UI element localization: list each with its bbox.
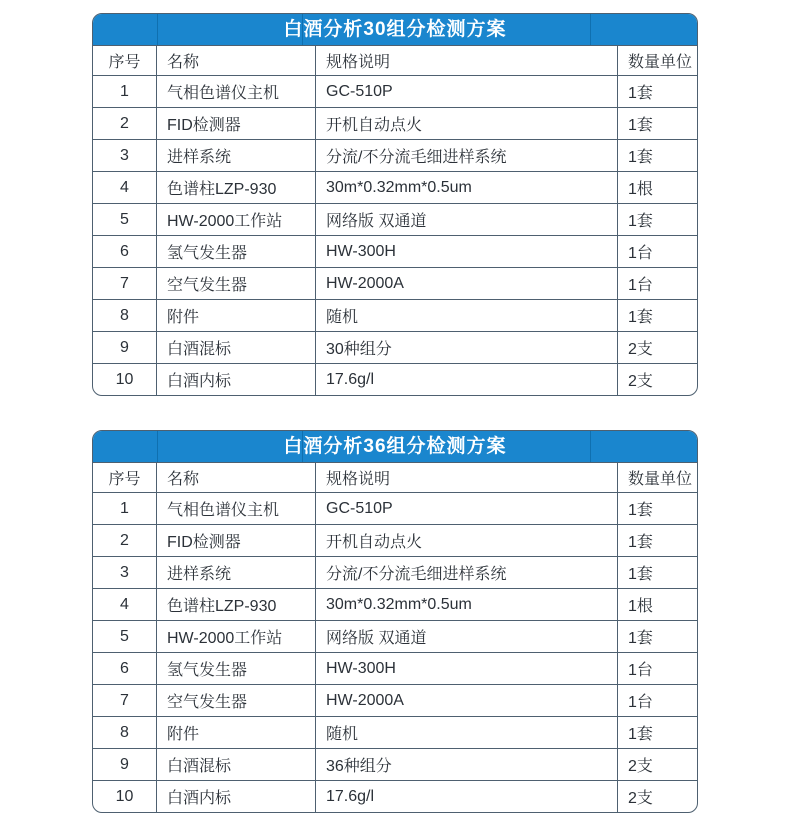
table-cell: 1套 [618,557,699,589]
col-header: 数量单位 [618,463,699,493]
table-cell: 分流/不分流毛细进样系统 [316,140,618,172]
table-cell: 1套 [618,140,699,172]
table-cell: 30m*0.32mm*0.5um [316,172,618,204]
table-cell: 17.6g/l [316,781,618,813]
table-cell: 1套 [618,717,699,749]
table-cell: FID检测器 [157,525,316,557]
table-row [93,204,698,236]
table-cell: 3 [93,140,157,172]
col-header: 序号 [93,46,157,76]
spec-table [93,462,698,812]
table-cell: HW-2000工作站 [157,204,316,236]
table-cell: 1台 [618,653,699,685]
col-header: 名称 [157,463,316,493]
table-cell: 1套 [618,204,699,236]
table-cell: 氢气发生器 [157,236,316,268]
table-cell: GC-510P [316,493,618,525]
table-body [93,493,698,813]
table-cell: 随机 [316,300,618,332]
table-cell: 1 [93,493,157,525]
table-cell: HW-2000A [316,685,618,717]
header-row [93,46,698,76]
table-cell: 开机自动点火 [316,525,618,557]
table-row [93,653,698,685]
table-cell: 36种组分 [316,749,618,781]
table-cell: 7 [93,268,157,300]
table-cell: 2支 [618,781,699,813]
table-cell: 6 [93,236,157,268]
table-cell: HW-2000A [316,268,618,300]
table-cell: 附件 [157,717,316,749]
table-cell: 9 [93,332,157,364]
table-row [93,557,698,589]
table-row [93,493,698,525]
table-cell: HW-300H [316,653,618,685]
plan-table-36-components [92,430,698,813]
table-header [93,463,698,493]
table-cell: 1套 [618,621,699,653]
table-cell: 1套 [618,108,699,140]
table-cell: GC-510P [316,76,618,108]
table-cell: 网络版 双通道 [316,621,618,653]
col-header: 序号 [93,463,157,493]
table-cell: 4 [93,589,157,621]
plan-table-30-components [92,13,698,396]
table-cell: FID检测器 [157,108,316,140]
table-cell: 5 [93,621,157,653]
table-cell: 5 [93,204,157,236]
table-cell: 17.6g/l [316,364,618,396]
spec-table [93,45,698,395]
col-header: 规格说明 [316,463,618,493]
table-cell: 白酒内标 [157,781,316,813]
table-row [93,589,698,621]
table-cell: 气相色谱仪主机 [157,493,316,525]
table-cell: 1套 [618,76,699,108]
col-header: 名称 [157,46,316,76]
table-cell: 进样系统 [157,557,316,589]
table-cell: 1台 [618,268,699,300]
table-body [93,76,698,396]
table-cell: 色谱柱LZP-930 [157,172,316,204]
table-row [93,268,698,300]
table-cell: 1 [93,76,157,108]
table-cell: 1台 [618,685,699,717]
table-cell: 8 [93,717,157,749]
table-cell: 附件 [157,300,316,332]
table-row [93,108,698,140]
table-title-bar [93,14,697,45]
table-row [93,236,698,268]
table-cell: 10 [93,781,157,813]
table-cell: 2支 [618,332,699,364]
table-row [93,717,698,749]
table-cell: 空气发生器 [157,268,316,300]
table-row [93,621,698,653]
table-title-bar [93,431,697,462]
table-row [93,140,698,172]
table-title: 白酒分析36组分检测方案 [283,436,507,457]
table-cell: 氢气发生器 [157,653,316,685]
table-cell: 3 [93,557,157,589]
table-cell: 30种组分 [316,332,618,364]
col-header: 规格说明 [316,46,618,76]
col-header: 数量单位 [618,46,699,76]
table-cell: 30m*0.32mm*0.5um [316,589,618,621]
table-row [93,76,698,108]
table-cell: 开机自动点火 [316,108,618,140]
table-cell: 6 [93,653,157,685]
header-row [93,463,698,493]
table-cell: 4 [93,172,157,204]
table-row [93,525,698,557]
table-cell: 色谱柱LZP-930 [157,589,316,621]
table-cell: 进样系统 [157,140,316,172]
table-header [93,46,698,76]
table-row [93,300,698,332]
table-cell: 7 [93,685,157,717]
table-title: 白酒分析30组分检测方案 [283,19,507,40]
table-cell: 1根 [618,589,699,621]
table-cell: 1套 [618,493,699,525]
table-row [93,781,698,813]
table-cell: 白酒混标 [157,749,316,781]
table-cell: 随机 [316,717,618,749]
table-cell: 气相色谱仪主机 [157,76,316,108]
table-row [93,749,698,781]
table-cell: 10 [93,364,157,396]
table-cell: 1套 [618,300,699,332]
table-row [93,332,698,364]
table-cell: 2 [93,108,157,140]
table-row [93,685,698,717]
table-cell: 2支 [618,749,699,781]
table-cell: 2 [93,525,157,557]
table-cell: 分流/不分流毛细进样系统 [316,557,618,589]
table-cell: 1台 [618,236,699,268]
table-row [93,172,698,204]
table-cell: 2支 [618,364,699,396]
table-cell: 9 [93,749,157,781]
table-cell: 1套 [618,525,699,557]
table-cell: HW-300H [316,236,618,268]
table-cell: 白酒内标 [157,364,316,396]
table-cell: 白酒混标 [157,332,316,364]
table-cell: 1根 [618,172,699,204]
table-cell: 空气发生器 [157,685,316,717]
table-row [93,364,698,396]
table-cell: 8 [93,300,157,332]
table-cell: 网络版 双通道 [316,204,618,236]
table-cell: HW-2000工作站 [157,621,316,653]
